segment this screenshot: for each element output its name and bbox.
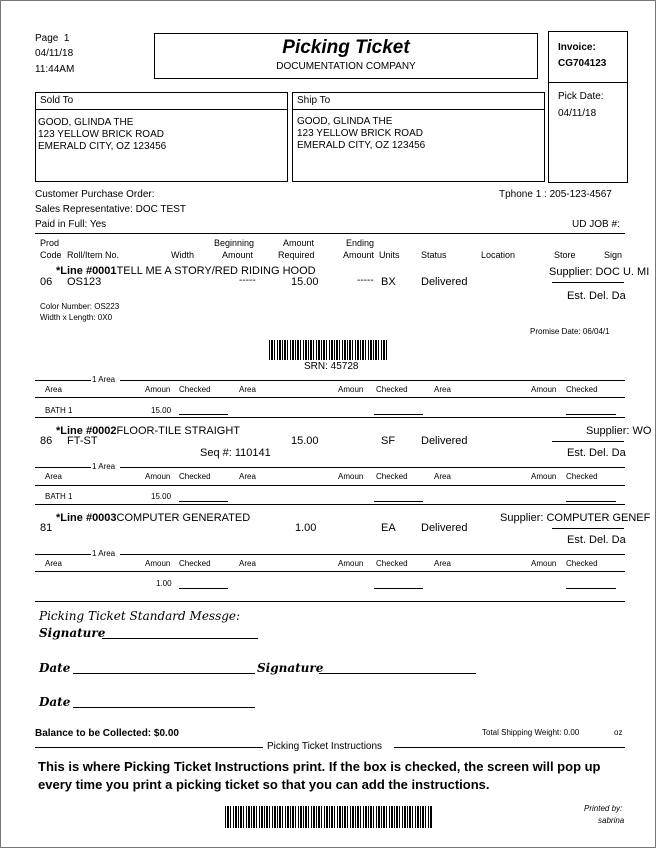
- amount-col: Amoun: [145, 385, 171, 394]
- area-col: Area: [45, 472, 62, 481]
- signature-label: Signature: [257, 661, 324, 675]
- line-item-2-header: *Line #0002FLOOR-TILE STRAIGHT: [56, 425, 241, 437]
- sold-to-line2: 123 YELLOW BRICK ROAD: [38, 129, 164, 140]
- sold-to-label: Sold To: [40, 95, 74, 106]
- checked-col: Checked: [376, 559, 408, 568]
- line-3-required: 1.00: [295, 522, 317, 534]
- line-2-code: 86: [40, 435, 53, 447]
- line-1-required: 15.00: [291, 276, 319, 288]
- area-group-label: 1 Area: [92, 549, 116, 558]
- ship-to-box: [292, 92, 545, 182]
- checked-line: [179, 501, 228, 502]
- col-ending: Ending: [346, 238, 375, 248]
- line-1-color: Color Number: OS223: [40, 302, 120, 311]
- signature-line: [319, 673, 476, 674]
- title-box: [154, 33, 538, 79]
- date-label: Date: [39, 695, 71, 709]
- pick-date-label: Pick Date:: [558, 91, 604, 102]
- line-2-status: Delivered: [421, 435, 468, 447]
- col-ending-amount: Amount: [343, 250, 375, 260]
- company-name: DOCUMENTATION COMPANY: [276, 61, 416, 72]
- print-time: 11:44AM: [35, 64, 75, 75]
- line-2-seq: Seq #: 110141: [200, 447, 271, 459]
- line-3-supplier: Supplier: COMPUTER GENEF: [500, 512, 651, 524]
- line-1-est-delivery: Est. Del. Da: [567, 290, 626, 302]
- line-2-supplier: Supplier: WO: [586, 425, 652, 437]
- line-2-units: SF: [381, 435, 396, 447]
- checked-col: Checked: [179, 385, 211, 394]
- line-3-est-delivery: Est. Del. Da: [567, 534, 626, 546]
- printed-by-user: sabrina: [598, 816, 625, 825]
- invoice-box: [548, 31, 628, 183]
- checked-col: Checked: [566, 385, 598, 394]
- amount-col: Amoun: [531, 385, 557, 394]
- srn-number: SRN: 45728: [304, 361, 359, 372]
- signature-line: [102, 638, 258, 639]
- amount-col: Amoun: [338, 559, 364, 568]
- line-1-beginning: -----: [239, 275, 256, 286]
- standard-message: Picking Ticket Standard Messge:: [39, 609, 241, 623]
- line-1-code: 06: [40, 276, 53, 288]
- line-2-est-delivery: Est. Del. Da: [567, 447, 626, 459]
- area-col: Area: [239, 385, 256, 394]
- col-code: Code: [40, 250, 62, 260]
- checked-col: Checked: [376, 472, 408, 481]
- col-beginning-amount: Amount: [222, 250, 254, 260]
- amount-col: Amoun: [531, 472, 557, 481]
- checked-line: [179, 414, 228, 415]
- col-roll: Roll/Item No.: [67, 250, 120, 260]
- printed-by-label: Printed by:: [584, 804, 623, 813]
- area-col: Area: [239, 472, 256, 481]
- line-3-status: Delivered: [421, 522, 468, 534]
- document-title: Picking Ticket: [282, 37, 410, 58]
- date-line: [73, 673, 255, 674]
- invoice-barcode: [225, 806, 433, 828]
- date-line: [73, 707, 255, 708]
- col-location: Location: [481, 250, 516, 260]
- area-3-amount: 1.00: [156, 579, 172, 588]
- col-units: Units: [379, 250, 400, 260]
- shipping-weight: Total Shipping Weight: 0.00: [482, 728, 580, 737]
- instructions-line1: This is where Picking Ticket Instructions print. If the box is checked, the screen will pop up: [38, 759, 601, 774]
- amount-col: Amoun: [145, 472, 171, 481]
- sales-rep: Sales Representative: DOC TEST: [35, 204, 186, 215]
- area-col: Area: [434, 472, 451, 481]
- checked-col: Checked: [179, 559, 211, 568]
- date-label: Date: [39, 661, 71, 675]
- area-col: Area: [434, 559, 451, 568]
- line-3-units: EA: [381, 522, 396, 534]
- ship-to-line2: 123 YELLOW BRICK ROAD: [297, 128, 423, 139]
- area-group-label: 1 Area: [92, 462, 116, 471]
- checked-line: [179, 588, 228, 589]
- amount-col: Amoun: [531, 559, 557, 568]
- phone-number: Tphone 1 : 205-123-4567: [499, 189, 612, 200]
- invoice-number: CG704123: [558, 58, 607, 69]
- line-2-required: 15.00: [291, 435, 319, 447]
- checked-line: [374, 414, 423, 415]
- area-col: Area: [45, 559, 62, 568]
- ship-to-line1: GOOD, GLINDA THE: [297, 116, 393, 127]
- col-beginning: Beginning: [214, 238, 255, 248]
- checked-line: [566, 501, 616, 502]
- area-col: Area: [239, 559, 256, 568]
- checked-col: Checked: [179, 472, 211, 481]
- page-label: Page 1: [35, 33, 70, 44]
- print-date: 04/11/18: [35, 48, 74, 59]
- invoice-label: Invoice:: [558, 42, 596, 53]
- area-col: Area: [434, 385, 451, 394]
- amount-col: Amoun: [145, 559, 171, 568]
- srn-barcode: [269, 340, 387, 360]
- col-required: Required: [278, 250, 315, 260]
- line-1-status: Delivered: [421, 276, 468, 288]
- checked-line: [374, 588, 423, 589]
- area-1-name: BATH 1: [45, 406, 73, 415]
- signature-label: Signature: [39, 626, 106, 640]
- sold-to-line3: EMERALD CITY, OZ 123456: [38, 141, 167, 152]
- col-amount: Amount: [283, 238, 315, 248]
- line-2-item: FT-ST: [67, 435, 98, 447]
- col-status: Status: [421, 250, 447, 260]
- col-store: Store: [554, 250, 576, 260]
- area-col: Area: [45, 385, 62, 394]
- ship-to-label: Ship To: [297, 95, 331, 106]
- line-item-1-header: *Line #0001TELL ME A STORY/RED RIDING HOOD: [56, 265, 316, 277]
- customer-po-label: Customer Purchase Order:: [35, 189, 155, 200]
- col-width: Width: [171, 250, 195, 260]
- area-2-amount: 15.00: [151, 492, 172, 501]
- line-1-item: OS123: [67, 276, 102, 288]
- ship-to-line3: EMERALD CITY, OZ 123456: [297, 140, 426, 151]
- line-1-units: BX: [381, 276, 396, 288]
- line-1-promise-date: Promise Date: 06/04/1: [530, 327, 610, 336]
- checked-line: [566, 414, 616, 415]
- line-1-supplier: Supplier: DOC U. MI: [549, 266, 650, 278]
- amount-col: Amoun: [338, 472, 364, 481]
- pick-date: 04/11/18: [558, 108, 597, 119]
- sold-to-line1: GOOD, GLINDA THE: [38, 117, 134, 128]
- line-1-width-length: Width x Length: 0X0: [40, 313, 113, 322]
- weight-unit: oz: [614, 728, 623, 737]
- instructions-line2: every time you print a picking ticket so that you can add the instructions.: [38, 777, 490, 792]
- paid-in-full: Paid in Full: Yes: [35, 219, 107, 230]
- balance-due: Balance to be Collected: $0.00: [35, 728, 179, 739]
- instructions-label: Picking Ticket Instructions: [267, 741, 383, 752]
- line-item-3-header: *Line #0003COMPUTER GENERATED: [56, 512, 251, 524]
- checked-line: [374, 501, 423, 502]
- sold-to-box: [35, 92, 288, 182]
- col-sign: Sign: [604, 250, 623, 260]
- area-1-amount: 15.00: [151, 406, 172, 415]
- area-group-label: 1 Area: [92, 375, 116, 384]
- checked-col: Checked: [566, 472, 598, 481]
- amount-col: Amoun: [338, 385, 364, 394]
- checked-col: Checked: [566, 559, 598, 568]
- line-3-code: 81: [40, 522, 53, 534]
- checked-line: [566, 588, 616, 589]
- checked-col: Checked: [376, 385, 408, 394]
- line-1-ending: -----: [357, 275, 374, 286]
- ud-job-label: UD JOB #:: [572, 219, 620, 230]
- col-prod: Prod: [40, 238, 60, 248]
- area-2-name: BATH 1: [45, 492, 73, 501]
